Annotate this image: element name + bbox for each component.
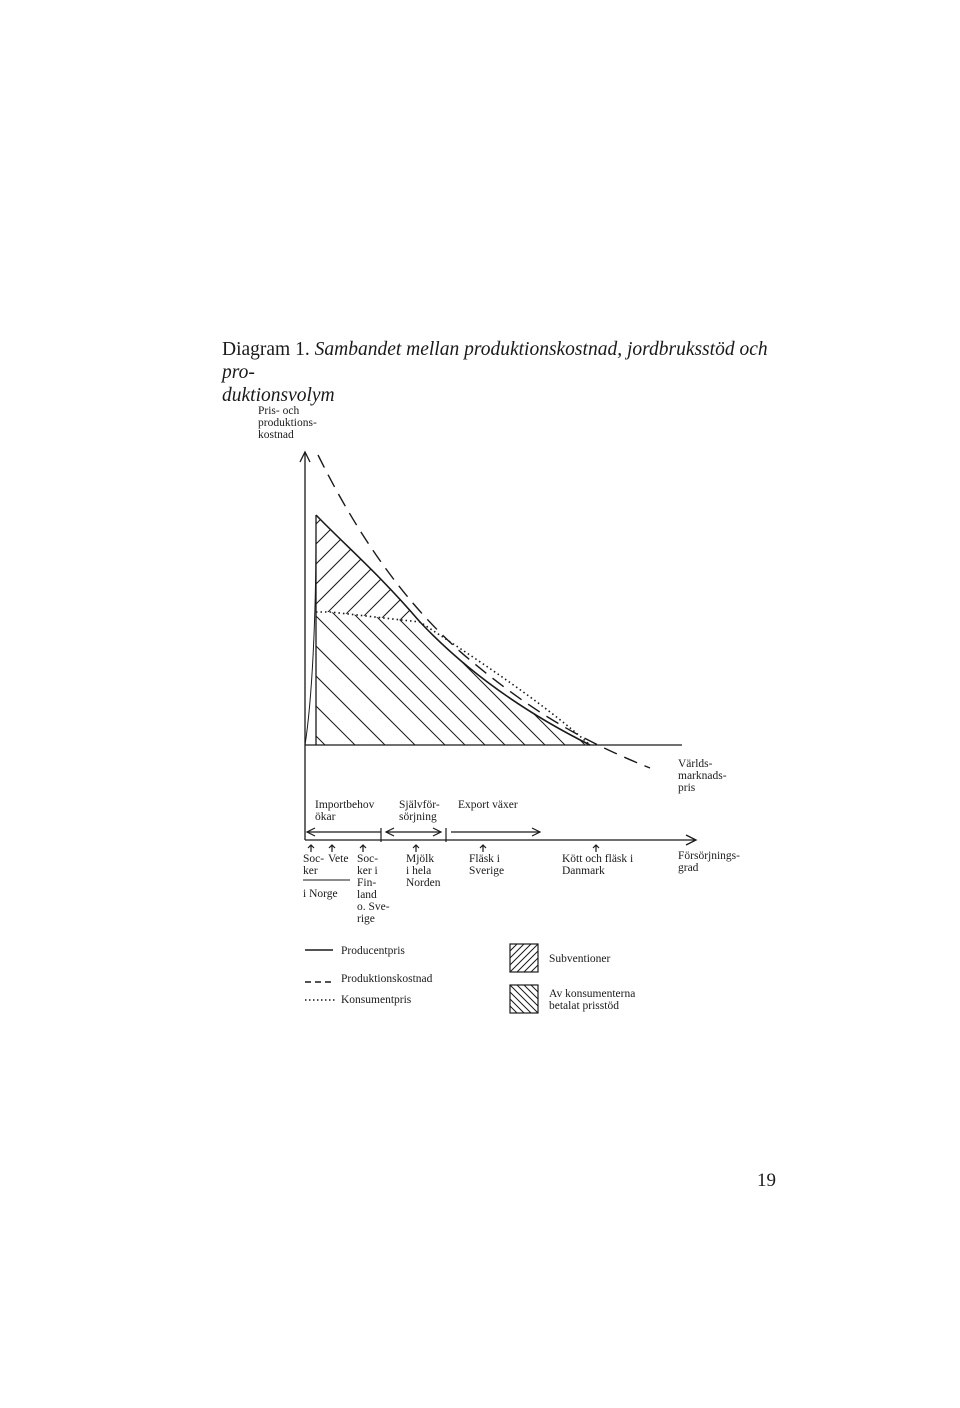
- product-markers: [308, 845, 599, 852]
- legend-consumer-label: Konsumentpris: [341, 994, 412, 1006]
- product-vete-norge: Vete: [328, 853, 349, 865]
- product-socker-norge: [303, 853, 324, 877]
- svg-text:i hela: i hela: [406, 865, 432, 877]
- consumer-price-curve: [316, 612, 590, 745]
- svg-text:Importbehov: Importbehov: [315, 799, 375, 811]
- zone-import-label: [315, 799, 375, 823]
- consumer-support-hatch-area: [300, 600, 630, 750]
- producer-price-curve: [316, 515, 590, 745]
- legend: [305, 944, 635, 1013]
- svg-text:Pris- och: Pris- och: [258, 405, 300, 417]
- i-norge-label: i Norge: [303, 888, 338, 900]
- svg-text:betalat prisstöd: betalat prisstöd: [549, 1000, 619, 1012]
- svg-text:Av konsumenterna: Av konsumenterna: [549, 988, 636, 1000]
- svg-text:Soc-: Soc-: [303, 853, 325, 865]
- svg-text:sörjning: sörjning: [399, 811, 437, 823]
- svg-text:Världs-: Världs-: [678, 758, 713, 770]
- x-axis-label: [678, 850, 740, 874]
- legend-cost-label: Produktionskostnad: [341, 973, 433, 985]
- legend-subsidy-label: Subventioner: [549, 953, 611, 965]
- caption-number: Diagram 1.: [222, 339, 310, 360]
- product-mjolk: [406, 853, 441, 889]
- svg-text:pris: pris: [678, 782, 696, 794]
- x-axis: [305, 835, 696, 845]
- caption-title-part-1: Sambandet mellan produktionskostnad, jordbruksstöd och pro-: [222, 339, 768, 383]
- page-number: 19: [757, 1170, 776, 1191]
- producer-left-edge: [305, 530, 316, 745]
- caption-title-part-2: duktionsvolym: [222, 385, 335, 406]
- svg-text:Danmark: Danmark: [562, 865, 605, 877]
- product-socker-finland: [357, 853, 390, 925]
- svg-text:kostnad: kostnad: [258, 429, 294, 441]
- zone-export-label: Export växer: [458, 799, 518, 811]
- svg-text:Sverige: Sverige: [469, 865, 505, 877]
- legend-subsidy-swatch: [510, 944, 538, 972]
- svg-text:Fläsk i: Fläsk i: [469, 853, 500, 865]
- svg-text:Mjölk: Mjölk: [406, 853, 435, 865]
- svg-text:rige: rige: [357, 913, 375, 925]
- svg-text:Norden: Norden: [406, 877, 441, 889]
- zone-self-label: [399, 799, 440, 823]
- svg-text:ker: ker: [303, 865, 318, 877]
- product-kott: [562, 853, 633, 877]
- world-price-label: [678, 758, 727, 794]
- svg-text:produktions-: produktions-: [258, 417, 317, 429]
- svg-text:Kött och fläsk i: Kött och fläsk i: [562, 853, 634, 865]
- y-axis-label: [258, 405, 317, 441]
- svg-text:Självför-: Självför-: [399, 799, 440, 811]
- subsidy-hatch-area: [300, 510, 530, 620]
- legend-support-label: [549, 988, 635, 1012]
- svg-text:ökar: ökar: [315, 811, 336, 823]
- legend-support-swatch: [510, 985, 538, 1013]
- svg-text:marknads-: marknads-: [678, 770, 727, 782]
- product-flask: [469, 853, 504, 877]
- svg-text:Försörjnings-: Försörjnings-: [678, 850, 740, 862]
- svg-text:Fin-: Fin-: [357, 877, 377, 889]
- svg-text:ker i: ker i: [357, 865, 378, 877]
- svg-text:land: land: [357, 889, 377, 901]
- svg-text:grad: grad: [678, 862, 699, 874]
- svg-text:o. Sve-: o. Sve-: [357, 901, 390, 913]
- y-axis: [300, 452, 310, 840]
- svg-text:Soc-: Soc-: [357, 853, 379, 865]
- legend-producer-label: Producentpris: [341, 945, 405, 957]
